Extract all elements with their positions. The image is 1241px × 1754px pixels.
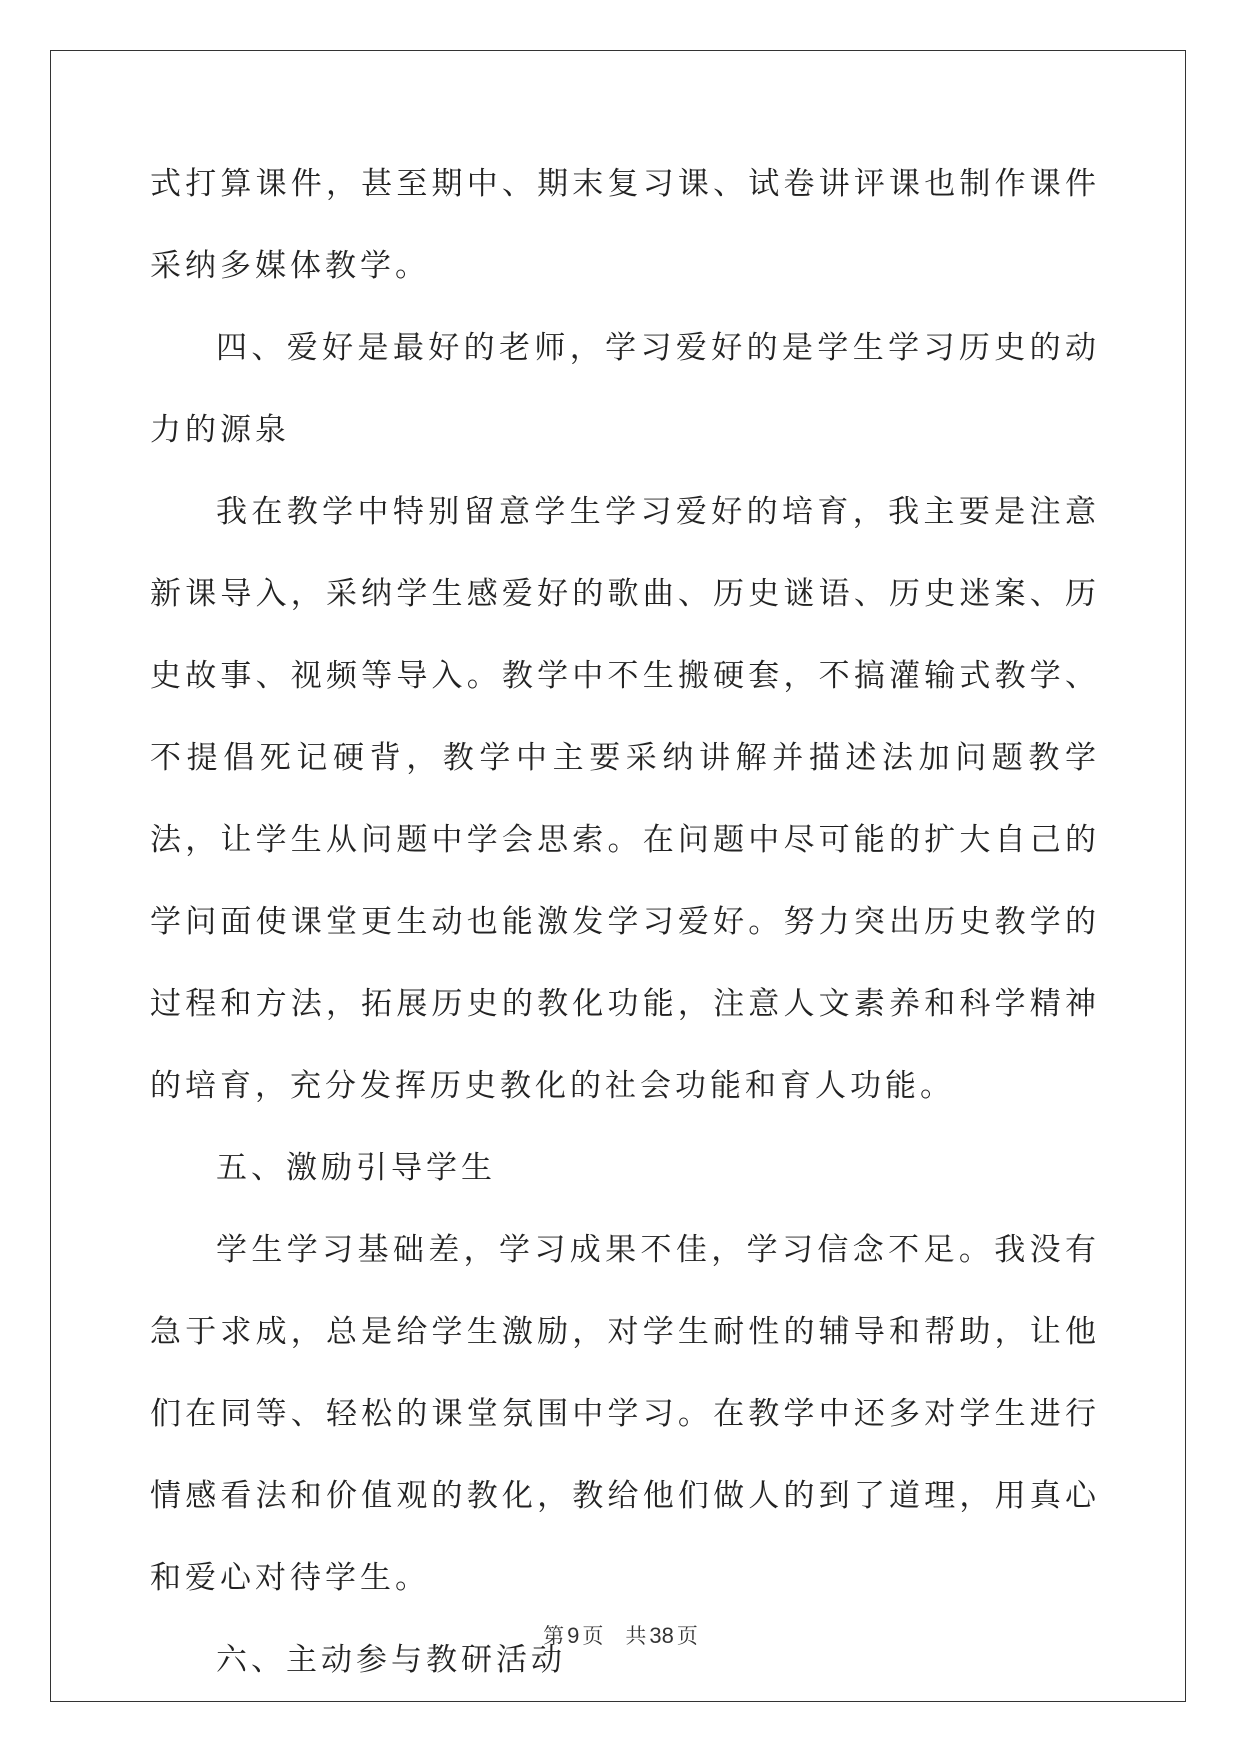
total-pages: 38: [649, 1623, 674, 1648]
page-footer: [0, 1620, 1241, 1650]
section-heading-6: 六、主动参与教研活动: [216, 1642, 566, 1678]
paragraph-continuation: 式打算课件，甚至期中、期末复习课、试卷讲评课也制作课件采纳多媒体教学。: [150, 166, 1100, 284]
paragraph-interest: 我在教学中特别留意学生学习爱好的培育，我主要是注意新课导入，采纳学生感爱好的歌曲、历史谜语、历史迷案、历史故事、视频等导入。教学中不生搬硬套，不搞灌输式教学、不提倡死记硬背，教学中主要采纳讲解并描述法加问题教学法，让学生从问题中学会思索。在问题中尽可能的扩大自己的学问面使课堂更生动也能激发学习爱好。努力突出历史教学的过程和方法，拓展历史的教化功能，注意人文素养和科学精神的培育，充分发挥历史教化的社会功能和育人功能。: [150, 494, 1100, 1104]
document-body: [150, 160, 1100, 1701]
page-suffix: 页: [582, 1624, 604, 1648]
page-number: 9: [567, 1623, 580, 1648]
page-prefix: 第: [543, 1624, 565, 1648]
total-prefix: 共: [625, 1624, 647, 1648]
paragraph-encourage: 学生学习基础差，学习成果不佳，学习信念不足。我没有急于求成，总是给学生激励，对学生耐性的辅导和帮助，让他们在同等、轻松的课堂氛围中学习。在教学中还多对学生进行情感看法和价值观的教化，教给他们做人的到了道理，用真心和爱心对待学生。: [150, 1232, 1100, 1596]
section-heading-4: 四、爱好是最好的老师，学习爱好的是学生学习历史的动力的源泉: [150, 330, 1100, 448]
section-heading-5: 五、激励引导学生: [216, 1150, 496, 1186]
total-suffix: 页: [676, 1624, 698, 1648]
